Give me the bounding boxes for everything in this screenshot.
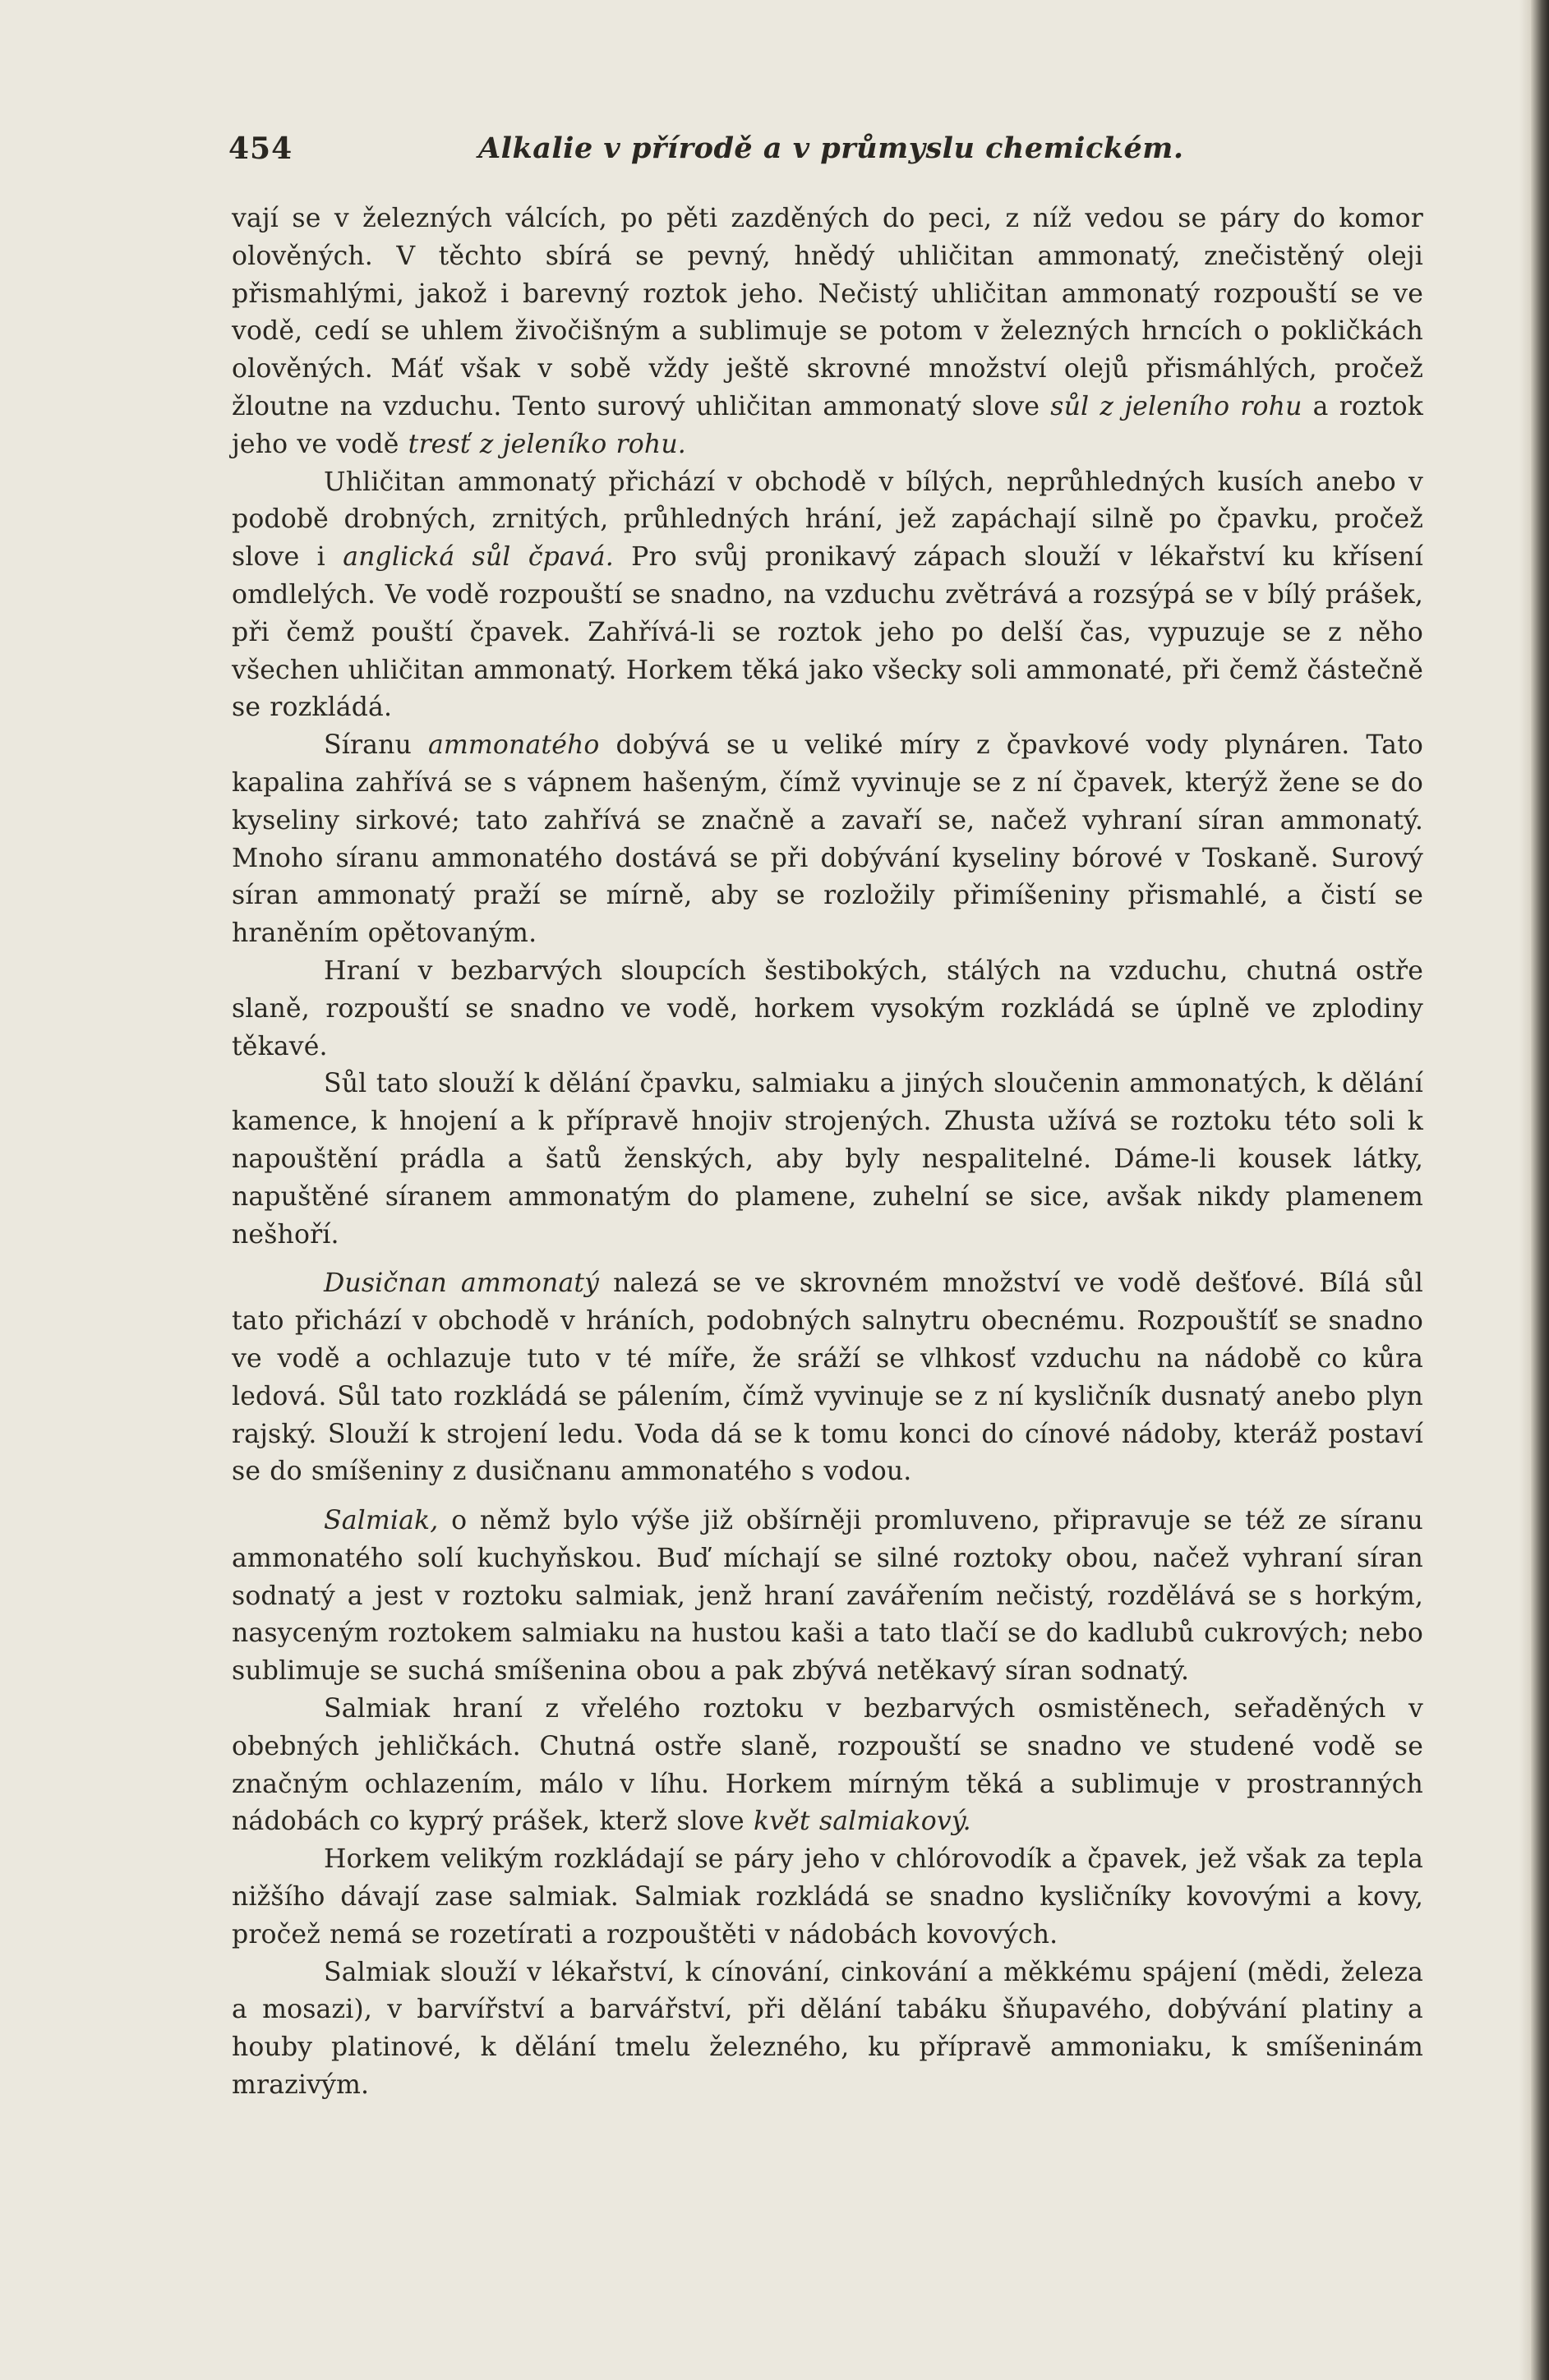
page-gutter-shadow — [1519, 0, 1531, 2380]
text-segment-italic: ammonatého — [427, 730, 600, 761]
text-segment-italic: anglická sůl čpavá. — [343, 542, 614, 573]
text-segment: vají se v železných válcích, po pěti zazděných do peci, z níž vedou se páry do komor olověných. V těchto sbírá se pevný, hnědý uhličitan ammonatý, znečistěný oleji přismahlými, jakož i barevný roztok jeho. Nečistý uhličitan ammonatý rozpouští se ve vodě, cedí se uhlem živočišným a sublimuje se potom v železných hrncích o pokličkách olověných. Máť však v sobě vždy ještě skrovné množství olejů přismáhlých, pročež žloutne na vzduchu. Tento surový uhličitan ammonatý slove — [232, 204, 1423, 421]
running-head — [228, 131, 1423, 177]
paragraph-2 — [232, 464, 1423, 728]
text-segment: Uhličitan ammonatý přichází v obchodě v bílých, neprůhledných kusích anebo v podobě drobných, zrnitých, průhledných hrání, jež zapáchají silně po čpavku, pročež slove i — [232, 467, 1423, 573]
book-edge — [1531, 0, 1549, 2380]
text-segment: Sůl tato slouží k dělání čpavku, salmiaku a jiných sloučenin ammonatých, k dělání kamence, k hnojení a k přípravě hnojiv strojených. Zhusta užívá se roztoku této soli k napouštění prádla a šatů ženských, aby byly nespalitelné. Dáme-li kousek látky, napuštěné síranem ammonatým do plamene, zuhelní se sice, avšak nikdy plamenem nešhoří. — [232, 1069, 1423, 1250]
text-segment: Horkem velikým rozkládají se páry jeho v chlórovodík a čpavek, jež však za tepla nižšího dávají zase salmiak. Salmiak rozkládá se snadno kysličníky kovovými a kovy, pročež nemá se rozetírati a rozpouštěti v nádobách kovových. — [232, 1844, 1423, 1950]
paragraph-4 — [232, 953, 1423, 1066]
text-segment: Salmiak hraní z vřelého roztoku v bezbarvých osmistěnech, seřaděných v obebných jehličkách. Chutná ostře slaně, rozpouští se snadno ve studené vodě se značným ochlazením, málo v líhu. Horkem mírným těká a sublimuje v prostranných nádobách co kyprý prášek, kterž slove — [232, 1694, 1423, 1837]
text-segment-italic: Salmiak, — [324, 1506, 439, 1536]
paragraph-8 — [232, 1691, 1423, 1841]
page-content — [228, 131, 1424, 2105]
paragraph-9 — [232, 1841, 1423, 1954]
paragraph-10 — [232, 1954, 1423, 2105]
text-segment: o němž bylo výše již obšírněji promluveno, připravuje se též ze síranu ammonatého solí kuchyňskou. Buď míchají se silné roztoky obou, načež vyhraní síran sodnatý a jest v roztoku salmiak, jenž hraní zavářením nečistý, rozdělává se s horkým, nasyceným roztokem salmiaku na hustou kaši a tato tlačí se do kadlubů cukrových; nebo sublimuje se suchá smíšenina obou a pak zbývá netěkavý síran sodnatý. — [232, 1506, 1423, 1687]
text-segment: nalezá se ve skrovném množství ve vodě dešťové. Bílá sůl tato přichází v obchodě v hráních, podobných salnytru obecnému. Rozpouštíť se snadno ve vodě a ochlazuje tuto v té míře, že sráží se vlhkosť vzduchu na nádobě co kůra ledová. Sůl tato rozkládá se pálením, čímž vyvinuje se z ní kysličník dusnatý anebo plyn rajský. Slouží k strojení ledu. Voda dá se k tomu konci do cínové nádoby, kteráž postaví se do smíšeniny z dusičnanu ammonatého s vodou. — [232, 1268, 1423, 1487]
page-number: 454 — [228, 131, 293, 166]
text-segment-italic: Dusičnan ammonatý — [324, 1268, 600, 1299]
text-segment: Síranu — [324, 730, 428, 761]
text-segment: Pro svůj pronikavý zápach slouží v lékařství ku křísení omdlelých. Ve vodě rozpouští se snadno, na vzduchu zvětrává a rozsýpá se v bílý prášek, při čemž pouští čpavek. Zahřívá-li se roztok jeho po delší čas, vypuzuje se z něho všechen uhličitan ammonatý. Horkem těká jako všecky soli ammonaté, při čemž částečně se rozkládá. — [232, 542, 1424, 723]
text-segment-italic: květ salmiakový. — [753, 1807, 971, 1837]
text-segment: dobývá se u veliké míry z čpavkové vody plynáren. Tato kapalina zahřívá se s vápnem hašeným, čímž vyvinuje se z ní čpavek, kterýž žene se do kyseliny sirkové; tato zahřívá se značně a zavaří se, načež vyhraní síran ammonatý. Mnoho síranu ammonatého dostává se při dobývání kyseliny bórové v Toskaně. Surový síran ammonatý praží se mírně, aby se rozložily přimíšeniny přismahlé, a čistí se hraněním opětovaným. — [232, 730, 1423, 949]
body-text — [232, 200, 1423, 2105]
paragraph-6 — [232, 1265, 1423, 1491]
text-segment-italic: sůl z jeleního rohu — [1050, 391, 1302, 421]
paragraph-5 — [232, 1066, 1423, 1254]
text-segment: a roztok jeho ve vodě — [232, 391, 1423, 459]
text-segment-italic: tresť z jeleníko rohu. — [408, 429, 686, 459]
paragraph-7 — [232, 1503, 1423, 1691]
text-segment: Salmiak slouží v lékařství, k cínování, cinkování a měkkému spájení (mědi, železa a mosazi), v barvířství a barvářství, při dělání tabáku šňupavého, dobývání platiny a houby platinové, k dělání tmelu železného, ku přípravě ammoniaku, k smíšeninám mrazivým. — [232, 1957, 1423, 2101]
paragraph-3 — [232, 727, 1423, 953]
text-segment: Hraní v bezbarvých sloupcích šestibokých, stálých na vzduchu, chutná ostře slaně, rozpouští se snadno ve vodě, horkem vysokým rozkládá se úplně ve zplodiny těkavé. — [232, 955, 1423, 1061]
paragraph-1 — [232, 200, 1423, 464]
running-title: Alkalie v přírodě a v průmyslu chemickém. — [478, 131, 1184, 165]
